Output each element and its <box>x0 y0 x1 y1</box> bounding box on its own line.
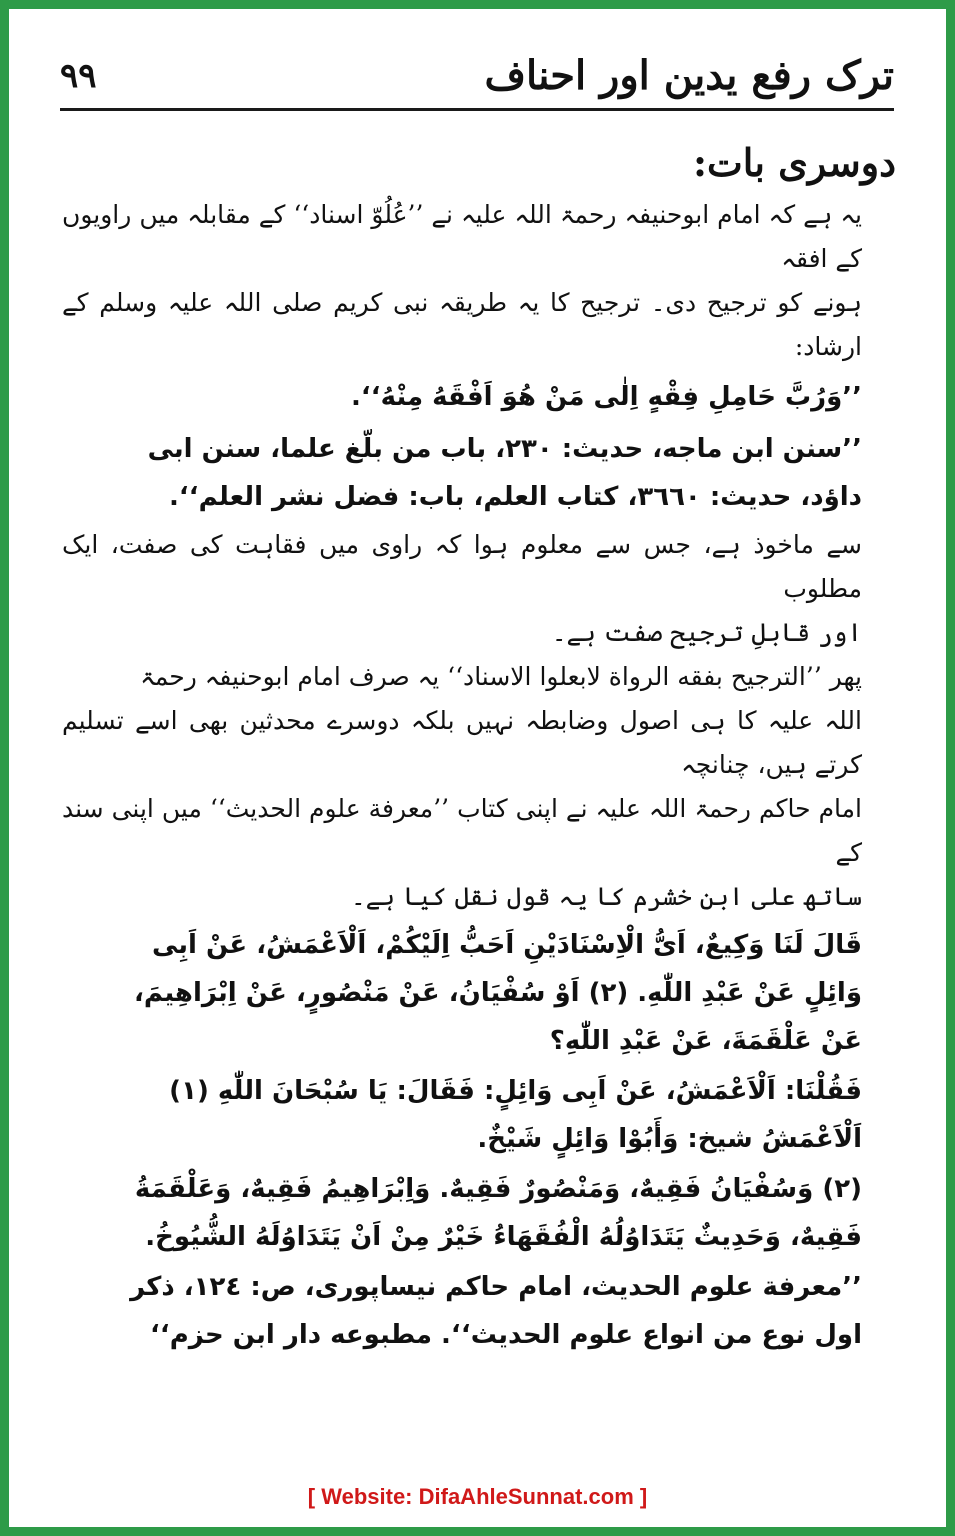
text-line: داؤد، حديث: ٣٦٦٠، كتاب العلم، باب: فضل نشر العلم‘‘. <box>169 482 862 512</box>
page-body <box>62 128 896 1361</box>
hadith-quote: ’’وَرُبَّ حَامِلِ فِقْهٍ اِلٰی مَنْ هُوَ اَفْقَهُ مِنْهُ‘‘. <box>350 382 862 412</box>
text-line: فَقِيهٌ، وَحَدِيثٌ يَتَدَاوُلُهُ الْفُقَهَاءُ خَيْرٌ مِنْ اَنْ يَتَدَاوُلَهُ الشُّيُوخُ. <box>145 1222 862 1252</box>
page-number: ۹۹ <box>60 56 97 96</box>
text-line: اَلْاَعْمَشُ شيخ: وَأَبُوْا وَائِلٍ شَيْخٌ. <box>477 1124 862 1154</box>
text-line: فَقُلْنَا: اَلْاَعْمَشُ، عَنْ اَبِی وَائِلٍ: فَقَالَ: يَا سُبْحَانَ اللّٰهِ (١) <box>169 1076 862 1106</box>
text-line: اور قابلِ ترجیح صفت ہے۔ <box>551 618 862 647</box>
text-line: عَنْ عَلْقَمَةَ، عَنْ عَبْدِ اللّٰهِ؟ <box>549 1026 862 1056</box>
text-line: ہونے کو ترجیح دی۔ ترجیح کا یہ طریقہ نبی کریم صلی اللہ علیہ وسلم کے ارشاد: <box>62 288 862 361</box>
text-line: ’’معرفة علوم الحديث، امام حاكم نيساپوری، ص: ١٢٤، ذكر <box>130 1272 862 1302</box>
website-footer: [ Website: DifaAhleSunnat.com ] <box>307 1484 648 1509</box>
paragraph-2 <box>62 523 896 655</box>
text-line: امام حاکم رحمۃ اللہ علیہ نے اپنی کتاب ’’معرفة علوم الحديث‘‘ میں اپنی سند کے <box>62 794 862 867</box>
text-line: پھر ’’الترجيح بفقه الرواة لابعلوا الاسناد‘‘ یہ صرف امام ابوحنیفہ رحمۃ <box>140 662 862 691</box>
text-line: یہ ہے کہ امام ابوحنیفہ رحمۃ اللہ علیہ نے ’’عُلُوّ اسناد‘‘ کے مقابلہ میں راویوں کے افقہ <box>62 200 862 273</box>
arabic-narration-1 <box>62 921 862 1065</box>
reference-1 <box>62 425 862 521</box>
paragraph-1 <box>62 193 896 369</box>
section-heading: دوسری بات: <box>692 140 896 185</box>
text-line: ساتھ علی ابن خشرم کا یہ قول نقل کیا ہے۔ <box>351 882 862 911</box>
reference-2 <box>62 1263 862 1359</box>
text-line: ’’سنن ابن ماجه، حديث: ٢٣٠، باب من بلّغ علما، سنن ابی <box>147 434 862 464</box>
text-line: قَالَ لَنَا وَكِيعٌ، اَیُّ الْاِسْنَادَيْنِ اَحَبُّ اِلَيْكُمْ، اَلْاَعْمَشُ، عَنْ اَبِی <box>151 930 862 960</box>
text-line: اللہ علیہ کا ہی اصول وضابطہ نہیں بلکہ دوسرے محدثین بھی اسے تسلیم کرتے ہیں، چنانچہ <box>62 706 862 779</box>
text-line: (٢) وَسُفْيَانُ فَقِيهٌ، وَمَنْصُورٌ فَقِيهٌ. وَاِبْرَاهِيمُ فَقِيهٌ، وَعَلْقَمَةُ <box>134 1174 862 1204</box>
text-line: سے ماخوذ ہے، جس سے معلوم ہوا کہ راوی میں فقاہت کی صفت، ایک مطلوب <box>62 530 862 603</box>
arabic-narration-2 <box>62 1067 862 1163</box>
header-divider <box>60 108 894 111</box>
text-line: وَائِلٍ عَنْ عَبْدِ اللّٰهِ. (٢) اَوْ سُفْيَانُ، عَنْ مَنْصُورٍ، عَنْ اِبْرَاهِيمَ، <box>134 978 862 1008</box>
paragraph-3 <box>62 655 896 919</box>
page-header <box>60 52 894 112</box>
book-title: ترک رفع یدین اور احناف <box>484 52 894 99</box>
arabic-narration-3 <box>62 1165 862 1261</box>
text-line: اول نوع من انواع علوم الحديث‘‘. مطبوعه دار ابن حزم‘‘ <box>149 1320 862 1350</box>
